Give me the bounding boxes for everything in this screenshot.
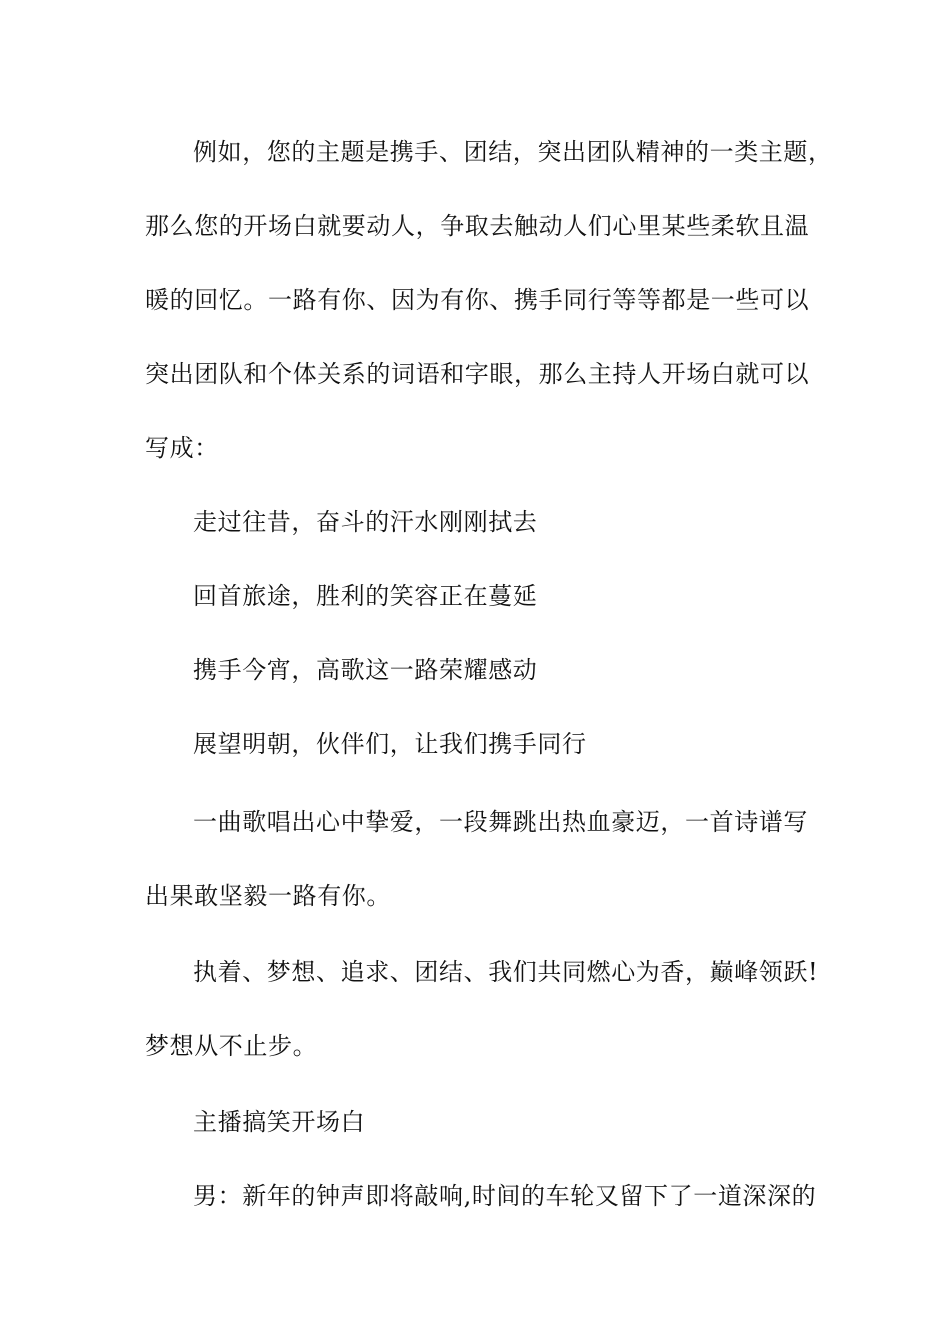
section-heading: 主播搞笑开场白 bbox=[193, 1108, 366, 1136]
paragraph-line-3: 暖的回忆。一路有你、因为有你、携手同行等等都是一些可以 bbox=[145, 286, 810, 314]
paragraph-line-4: 突出团队和个体关系的词语和字眼，那么主持人开场白就可以 bbox=[145, 360, 810, 388]
paragraph-line-8: 执着、梦想、追求、团结、我们共同燃心为香，巅峰领跃! bbox=[193, 958, 819, 986]
paragraph-line-6: 一曲歌唱出心中挚爱，一段舞跳出热血豪迈，一首诗谱写 bbox=[193, 808, 808, 836]
paragraph-line-2: 那么您的开场白就要动人，争取去触动人们心里某些柔软且温 bbox=[145, 212, 810, 240]
paragraph-line-7: 出果敢坚毅一路有你。 bbox=[145, 882, 391, 910]
poem-line-3: 携手今宵，高歌这一路荣耀感动 bbox=[193, 656, 538, 684]
paragraph-line-1: 例如，您的主题是携手、团结，突出团队精神的一类主题， bbox=[193, 138, 833, 166]
paragraph-line-9: 梦想从不止步。 bbox=[145, 1032, 318, 1060]
paragraph-line-10: 男：新年的钟声即将敲响,时间的车轮又留下了一道深深的 bbox=[193, 1182, 817, 1210]
poem-line-1: 走过往昔，奋斗的汗水刚刚拭去 bbox=[193, 508, 538, 536]
poem-line-2: 回首旅途，胜利的笑容正在蔓延 bbox=[193, 582, 538, 610]
poem-line-4: 展望明朝，伙伴们，让我们携手同行 bbox=[193, 730, 587, 758]
paragraph-line-5: 写成： bbox=[145, 434, 219, 462]
